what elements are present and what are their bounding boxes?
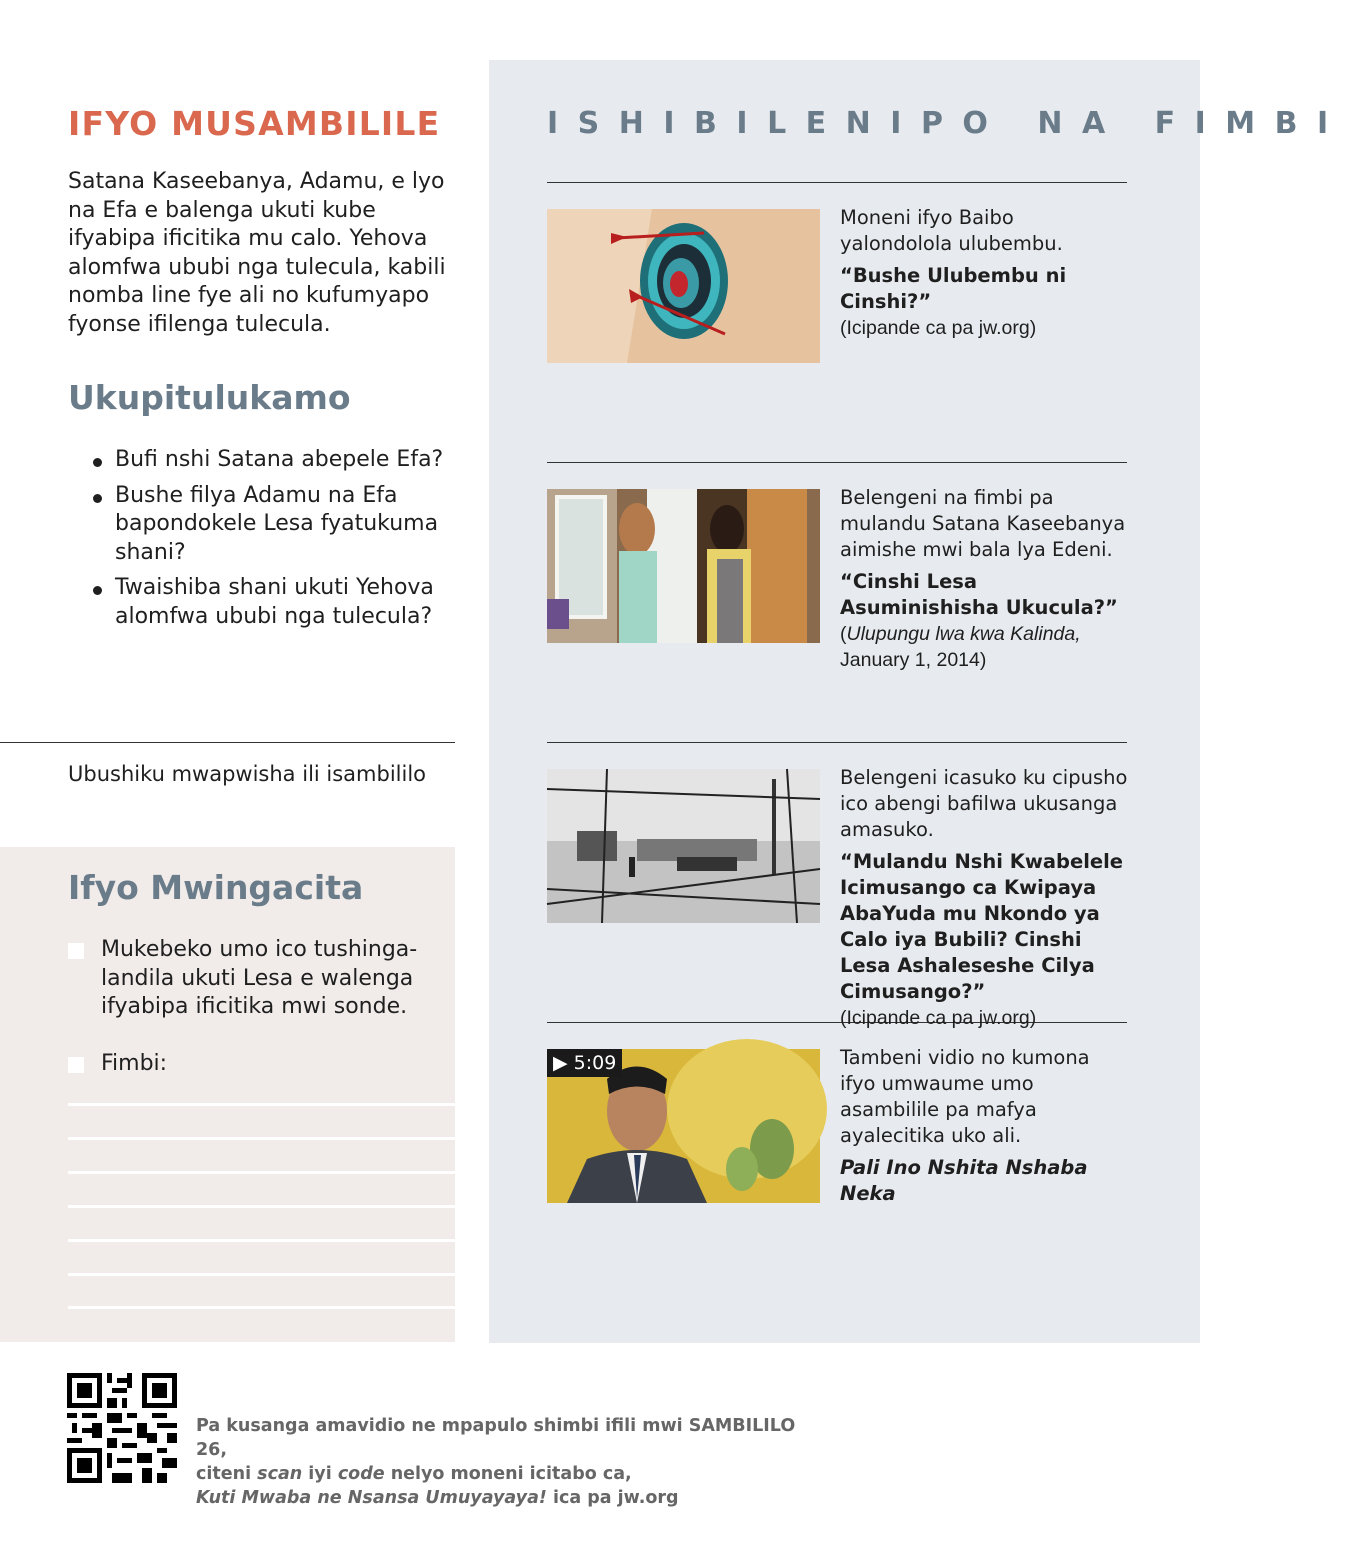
divider [547,462,1127,463]
review-item-text: Twaishiba shani ukuti Yehova alomfwa ububi nga tulecula? [115,575,434,629]
card-3-source: (Icipande ca pa jw.org) [840,1007,1037,1029]
video-duration: 5:09 [573,1052,617,1074]
action-title: Ifyo Mwingacita [68,868,364,907]
footer-book-title[interactable]: Kuti Mwaba ne Nsansa Umuyayaya! [196,1488,547,1508]
card-4-title-link[interactable]: Pali Ino Nshita Nshaba Neka [840,1156,1088,1205]
divider [547,742,1127,743]
action-item-2: Fimbi: [101,1051,168,1076]
write-line[interactable] [68,1239,455,1242]
card-2-description: Belengeni na fimbi pa mulandu Satana Kaseebanya aimishe mwi bala lya Edeni. [840,486,1126,561]
card-4-text [840,1045,1130,1207]
card-2-source-publication: Ulupungu lwa kwa Kalinda, [846,623,1081,645]
card-4-description: Tambeni vidio no kumona ifyo umwaume umo asambilile pa mafya ayalecitika uko ali. [840,1046,1090,1147]
footer-line-2-part: iyi [302,1464,338,1484]
card-3-title-link[interactable]: “Mulandu Nshi Kwabelele Icimusango ca Kwipaya AbaYuda mu Nkondo ya Calo iya Bubili? Cinshi Lesa Ashaleseshe Cilya Cimusango?” [840,850,1124,1003]
write-line[interactable] [68,1306,455,1309]
card-1-description: Moneni ifyo Baibo yalondolola ulubembu. [840,206,1063,255]
completion-date-label: Ubushiku mwapwisha ili isambililo [68,762,427,786]
review-item-text: Bushe filya Adamu na Efa bapondokele Lesa fyatukuma shani? [115,482,439,565]
card-2-text: Belengeni na fimbi pa mulandu Satana Kaseebanya aimishe mwi bala lya Edeni. “Cinshi Lesa Asuminishisha Ukucula?” (Ulupungu lwa kwa Kalinda, January 1, 2014) [840,485,1130,673]
card-3-text [840,765,1130,1031]
footer-line-2-part: citeni [196,1464,258,1484]
write-line[interactable] [68,1137,455,1140]
card-2-source: January 1, 2014) [840,649,987,671]
review-item [90,446,455,475]
review-list [90,446,455,638]
card-3-description: Belengeni icasuko ku cipusho ico abengi bafilwa ukusanga amasuko. [840,766,1128,841]
write-line[interactable] [68,1171,455,1174]
review-title: Ukupitulukamo [68,378,351,417]
review-item [90,482,455,568]
bullet-icon [93,494,102,503]
video-duration-badge: ▶ 5:09 [547,1049,622,1077]
action-checkbox-2[interactable] [68,1057,84,1073]
footer-line-3-part: ica pa jw.org [546,1488,679,1508]
prison-camp-photo[interactable] [547,769,820,923]
bullet-icon [93,458,102,467]
qr-code-icon[interactable] [67,1373,177,1483]
write-line[interactable] [68,1103,455,1106]
footer-line-2-code: code [337,1464,385,1484]
write-line[interactable] [68,1273,455,1276]
summary-title: IFYO MUSAMBILILE [68,104,441,143]
write-line[interactable] [68,1205,455,1208]
footer-line-1: Pa kusanga amavidio ne mpapulo shimbi ifili mwi SAMBILILO 26, [196,1416,796,1460]
bullet-icon [93,586,102,595]
man-video-still[interactable] [547,1049,820,1203]
card-1-title-link[interactable]: “Bushe Ulubembu ni Cinshi?” [840,264,1067,313]
two-women-doorway-image[interactable] [547,489,820,643]
review-item [90,574,455,631]
footer-line-2-part: nelyo moneni icitabo ca, [384,1464,632,1484]
card-2-title-link[interactable]: “Cinshi Lesa Asuminishisha Ukucula?” [840,570,1118,619]
action-panel [0,847,455,1342]
card-1-source: (Icipande ca pa jw.org) [840,317,1037,339]
card-1-text [840,205,1130,341]
review-item-text: Bufi nshi Satana abepele Efa? [115,447,444,472]
target-arrows-image[interactable] [547,209,820,363]
divider [547,182,1127,183]
explore-title: ISHIBILENIPO NA FIMBI [547,106,1348,141]
footer-note [196,1414,796,1510]
summary-body: Satana Kaseebanya, Adamu, e lyo na Efa e balenga ukuti kube ifyabipa ificitika mu calo. Yehova alomfwa ububi nga tulecula, kabili nomba line fye ali no kufumyapo fyonse ifilenga tulecula. [68,169,446,337]
action-checkbox-1[interactable] [68,943,84,959]
footer-line-2-scan: scan [257,1464,303,1484]
action-item-1: Mukebeko umo ico tushingalandila ukuti Lesa e walenga ifyabipa ificitika mwi sonde. [101,937,418,1019]
divider [0,742,455,743]
